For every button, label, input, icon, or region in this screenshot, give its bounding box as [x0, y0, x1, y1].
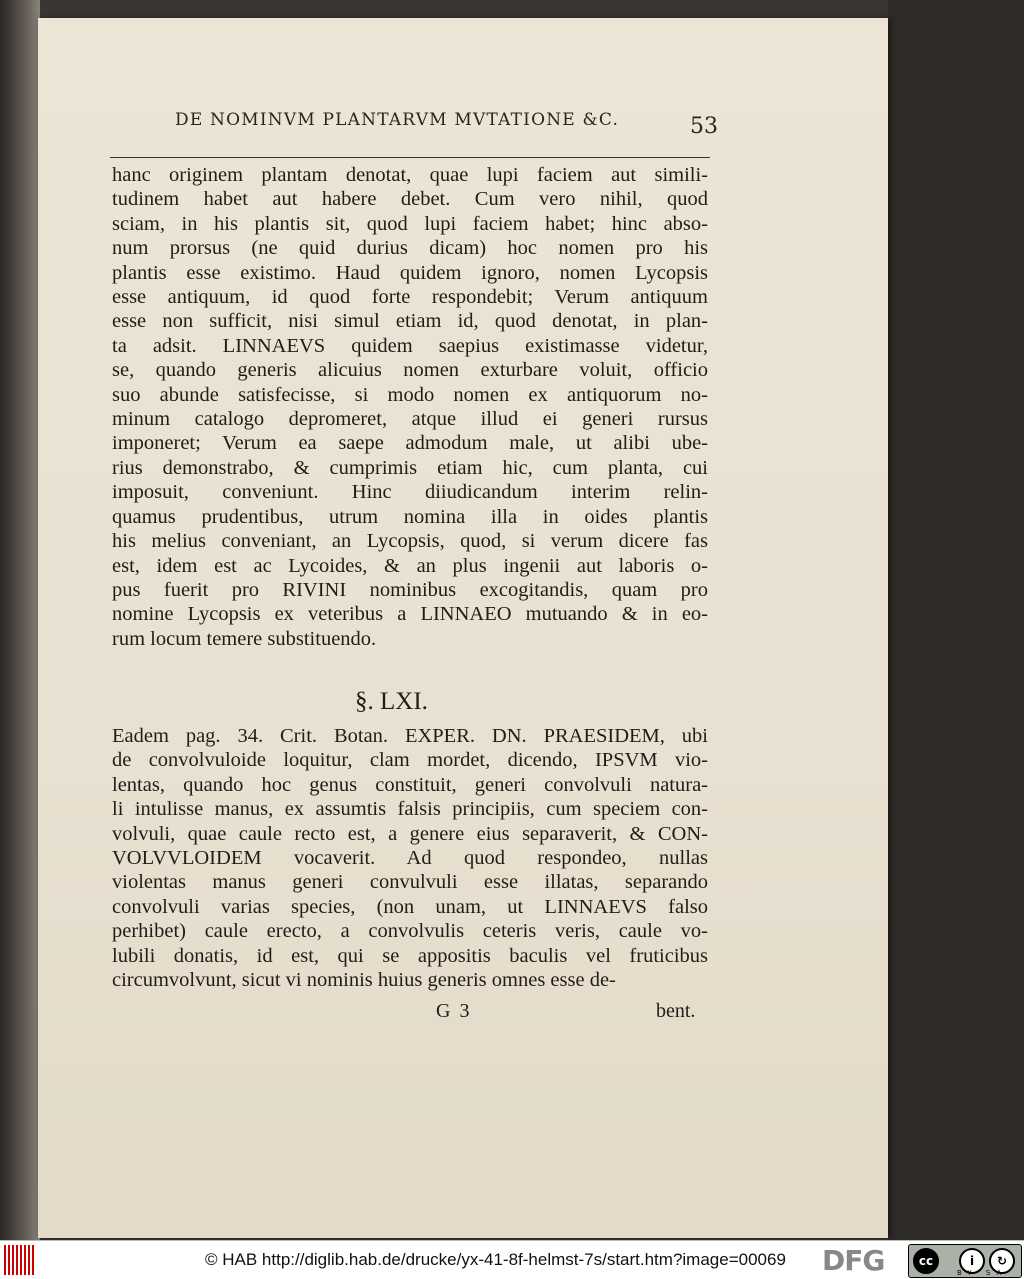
- share-alike-icon: ↻: [989, 1248, 1015, 1274]
- text-line: sciam, in his plantis sit, quod lupi faciem habet; hinc abso-: [112, 212, 708, 235]
- barcode-icon: [4, 1245, 34, 1275]
- text-line: pus fuerit pro RIVINI nominibus excogitandis, quam pro: [112, 578, 708, 601]
- text-line: quamus prudentibus, utrum nomina illa in oides plantis: [112, 505, 708, 528]
- section-title: §. LXI.: [355, 688, 428, 715]
- header-rule: [110, 157, 710, 158]
- signature-mark: G 3: [436, 1000, 472, 1022]
- text-line: volvuli, quae caule recto est, a genere eius separaverit, & CON-: [112, 822, 708, 845]
- viewer-footer: [0, 1240, 1024, 1279]
- text-line: esse non sufficit, nisi simul etiam id, quod denotat, in plan-: [112, 310, 708, 333]
- text-line: plantis esse existimo. Haud quidem ignoro, nomen Lycopsis: [112, 261, 708, 284]
- attribution-icon: i: [959, 1248, 985, 1274]
- text-line: imponeret; Verum ea saepe admodum male, ut alibi ube-: [112, 432, 708, 455]
- text-line: Eadem pag. 34. Crit. Botan. EXPER. DN. PRAESIDEM, ubi: [112, 725, 708, 747]
- text-line: hanc originem plantam denotat, quae lupi faciem aut simili-: [112, 164, 708, 186]
- previous-page-gutter: [0, 0, 40, 1240]
- running-title: DE NOMINVM PLANTARVM MVTATIONE &C.: [175, 110, 620, 130]
- dfg-logo[interactable]: DFG: [822, 1244, 885, 1277]
- text-line: minum catalogo depromeret, atque illud ei generi rursus: [112, 408, 708, 431]
- text-line: rius demonstrabo, & cumprimis etiam hic, cum planta, cui: [112, 456, 708, 479]
- text-line: tudinem habet aut habere debet. Cum vero nihil, quod: [112, 188, 708, 211]
- text-line: esse antiquum, id quod forte respondebit; Verum antiquum: [112, 286, 708, 309]
- text-line: li intulisse manus, ex assumtis falsis principiis, cum speciem con-: [112, 798, 708, 821]
- paragraph-2: [112, 724, 708, 992]
- text-line: his melius conveniant, an Lycopsis, quod, si verum dicere fas: [112, 530, 708, 553]
- text-line: circumvolvunt, sicut vi nominis huius generis omnes esse de-: [112, 969, 616, 992]
- text-line: de convolvuloide loquitur, clam mordet, dicendo, IPSVM vio-: [112, 749, 708, 772]
- text-line: nomine Lycopsis ex veteribus a LINNAEO mutuando & in eo-: [112, 603, 708, 626]
- text-line: est, idem est ac Lycoides, & an plus ingenii aut laboris o-: [112, 554, 708, 577]
- text-line: VOLVVLOIDEM vocaverit. Ad quod respondeo, nullas: [112, 847, 708, 870]
- paragraph-1: [112, 163, 708, 651]
- cc-labels: BY SA: [957, 1269, 1008, 1277]
- text-line: ta adsit. LINNAEVS quidem saepius existimasse videtur,: [112, 334, 708, 357]
- cc-icon: cc: [913, 1248, 939, 1274]
- page-number: 53: [690, 114, 718, 139]
- text-line: lubili donatis, id est, qui se appositis baculis vel fruticibus: [112, 944, 708, 967]
- text-line: violentas manus generi convulvuli esse illatas, separando: [112, 871, 708, 894]
- text-line: convolvuli varias species, (non unam, ut LINNAEVS falso: [112, 895, 708, 918]
- text-line: rum locum temere substituendo.: [112, 627, 377, 650]
- scan-background: [888, 0, 1024, 1240]
- text-line: perhibet) caule erecto, a convolvulis ceteris veris, caule vo-: [112, 920, 708, 943]
- text-line: lentas, quando hoc genus constituit, generi convolvuli natura-: [112, 773, 708, 796]
- copyright-link[interactable]: © HAB http://diglib.hab.de/drucke/yx-41-8f-helmst-7s/start.htm?image=00069: [205, 1250, 786, 1269]
- text-line: se, quando generis alicuius nomen exturbare voluit, officio: [112, 359, 708, 382]
- text-line: imposuit, conveniunt. Hinc diiudicandum interim relin-: [112, 481, 708, 504]
- text-line: suo abunde satisfecisse, si modo nomen ex antiquorum no-: [112, 383, 708, 406]
- cc-license-badge[interactable]: [908, 1244, 1022, 1278]
- catchword: bent.: [656, 1000, 696, 1022]
- text-line: num prorsus (ne quid durius dicam) hoc nomen pro his: [112, 237, 708, 260]
